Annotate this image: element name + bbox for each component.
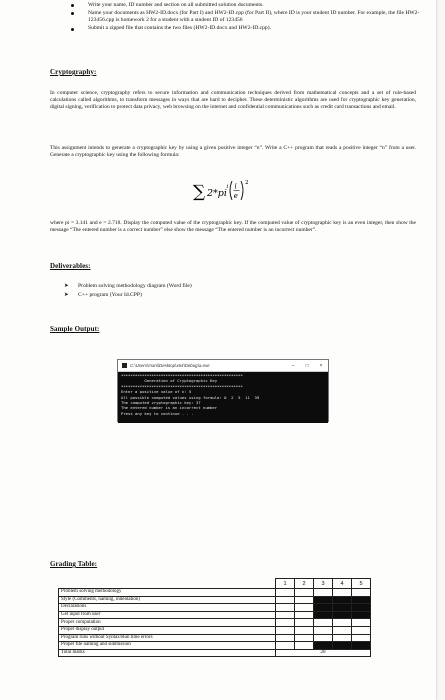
criterion-label: Program runs without Syntax/Run time errors [59,634,276,642]
bullet-item: Write your name, ID number and section on all submitted solution documents. [58,2,428,9]
blocked-score-cell [352,611,371,619]
score-header-cell: 1 [276,579,295,589]
console-line: Generation of Cryptographic Key [121,378,218,384]
cryptography-heading: Cryptography: [50,68,97,76]
grading-row [59,589,371,597]
score-cell [295,619,314,627]
console-line: Press any key to continue . . . [121,410,194,416]
blocked-score-cell [333,604,352,612]
score-cell [333,619,352,627]
score-cell [276,626,295,634]
console-line: All possible computed values using formula: 0 2 5 11 39 [121,394,260,400]
blocked-score-cell [314,596,333,604]
bullet-item: Name your documents as HW2-ID.docx (for Part I) and HW2-ID.cpp (for Part II), where ID is your student ID number. For example, the file HW2-123456.cpp is homework 2 for a student with a student ID of 123456 [58,10,428,25]
score-cell [295,642,314,650]
score-cell [295,589,314,597]
score-cell [276,634,295,642]
criterion-label: Proper file naming and submission [59,642,276,650]
score-cell [295,634,314,642]
formula-base: 2*pi [207,188,227,199]
blocked-score-cell [352,596,371,604]
score-header-cell: 2 [295,579,314,589]
blocked-score-cell [333,611,352,619]
maximize-icon: □ [305,362,309,369]
blocked-score-cell [333,596,352,604]
console-line: The computed cryptographic key: 37 [121,400,201,406]
score-header-cell: 5 [352,579,371,589]
blocked-score-cell [352,642,371,650]
grading-corner-cell [59,579,276,589]
blocked-score-cell [333,642,352,650]
deliverables-heading: Deliverables: [50,262,91,270]
console-output [118,372,328,423]
assignment-paragraph: This assignment intends to generate a cryptographic key by using a given positive integer “n”. Write a C++ program that reads a positive integer “n” from a user. Generate a cryptographic key using the following formula: [50,145,416,158]
score-cell [276,619,295,627]
right-paren [241,181,243,200]
grading-table [58,578,371,657]
deliverable-item: ➤ Problem solving methodology diagram (Word file) [64,282,192,291]
grading-row [59,634,371,642]
display-instructions-paragraph: where pi = 3.141 and e = 2.718. Display the computed value of the cryptographic key. If the computed value of cryptographic key is an even integer, then show the message “The entered number is a correct number” else show the message “The entered number is an incorrect number”. [50,220,416,233]
grading-table-body [59,579,371,657]
score-cell [352,619,371,627]
score-header-cell: 3 [314,579,333,589]
score-cell [333,626,352,634]
console-window-screenshot [117,359,329,422]
blocked-score-cell [314,604,333,612]
grading-row [59,596,371,604]
score-cell [333,589,352,597]
grading-row [59,626,371,634]
score-header-cell: 4 [333,579,352,589]
criterion-label: Proper display output [59,626,276,634]
criterion-label: Problem solving methodology [59,589,276,597]
score-cell [295,626,314,634]
console-line: **************************************************** [121,373,243,378]
score-cell [295,596,314,604]
score-cell [314,619,333,627]
blocked-score-cell [352,604,371,612]
grading-table-heading: Grading Table: [50,560,98,568]
deliverables-list [64,282,192,299]
outer-exponent: 2 [245,180,249,186]
criterion-label: Style (Comments, naming, indentation) [59,596,276,604]
submission-instructions [58,2,428,33]
console-window-title: C:\Users\mani\Desktop\x64\Debug\a.exe [130,363,210,368]
score-cell [276,596,295,604]
score-cell [276,604,295,612]
deliverable-item: ➤ C++ program (Your Id.CPP) [64,291,192,300]
left-paren [230,181,232,200]
criterion-label: Total marks [59,649,276,657]
score-cell [276,642,295,650]
score-cell [276,589,295,597]
score-cell [352,626,371,634]
grading-row [59,642,371,650]
score-cell [352,634,371,642]
cryptography-intro-paragraph: In computer science, cryptography refers to secure information and communication techniques derived from mathematical concepts and a set of rule-based calculations called algorithms, to transform messages in ways that are hard to decipher. These deterministic algorithms are used for cryptographic key generation, digital signing, verification to protect data privacy, web browsing on the internet and confidential communications such as credit card transactions and email. [50,90,416,110]
key-formula [193,176,253,204]
fraction-numerator: i [234,182,237,191]
score-cell [314,589,333,597]
console-app-icon [122,363,127,368]
criterion-label: Declarations [59,604,276,612]
grading-row [59,649,371,657]
score-cell [295,604,314,612]
blocked-score-cell [314,611,333,619]
score-cell [333,634,352,642]
grading-row [59,611,371,619]
sigma-symbol: ∑ [193,182,206,202]
score-cell [276,611,295,619]
minimize-icon: – [291,362,295,369]
score-cell [295,611,314,619]
grading-row [59,604,371,612]
console-title-bar [118,360,328,372]
score-cell [352,589,371,597]
total-marks-value: 20 [276,649,371,657]
criterion-label: Get input from user [59,611,276,619]
sample-output-heading: Sample Output: [50,325,100,333]
bullet-item: Submit a zipped file that contains the two files (HW2-ID.docx and HW2-ID.cpp). [58,25,428,32]
close-icon: × [319,362,323,369]
criterion-label: Proper computation [59,619,276,627]
grading-header-row [59,579,371,589]
score-cell [314,634,333,642]
blocked-score-cell [314,642,333,650]
console-line: The entered number is an incorrect number [121,405,218,411]
formula-exponent: i [226,184,229,190]
score-cell [314,626,333,634]
fraction-denominator: e [233,191,238,200]
console-line: Enter a positive value of n: 5 [121,389,192,395]
grading-row [59,619,371,627]
console-line: **************************************************** [121,383,243,389]
